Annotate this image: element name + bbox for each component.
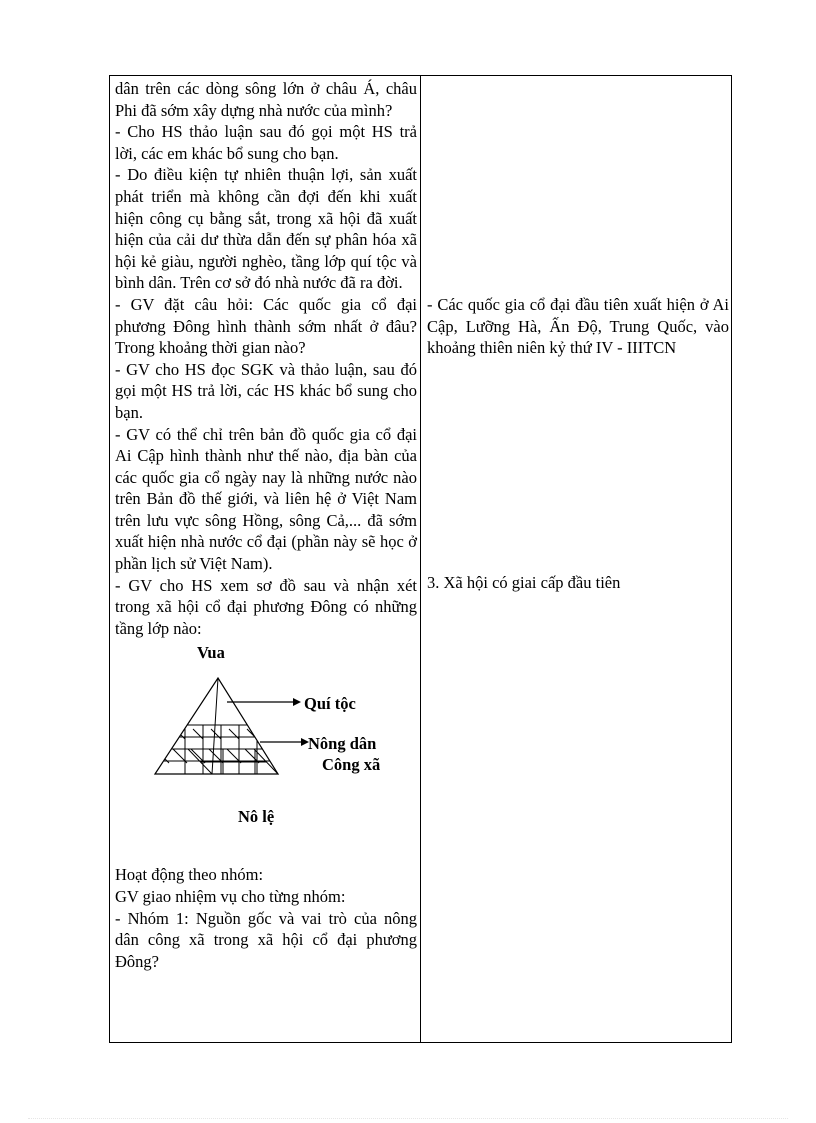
paragraph: GV giao nhiệm vụ cho từng nhóm: — [115, 887, 346, 907]
slaves-label: Nô lệ — [238, 807, 275, 827]
paragraph: - GV cho HS đọc SGK và thảo luận, sau đó gọi một HS trả lời, các HS khác bổ sung cho bạn. — [115, 359, 417, 422]
footer-rule — [28, 1118, 788, 1120]
teacher-activity-column — [115, 78, 417, 972]
paragraph: - Nhóm 1: Nguồn gốc và vai trò của nông dân công xã trong xã hội cổ đại phương Đông? — [115, 908, 417, 971]
paragraph: Hoạt động theo nhóm: — [115, 865, 264, 885]
commune-label: Công xã — [322, 755, 381, 775]
paragraph: - Do điều kiện tự nhiên thuận lợi, sản xuất phát triển mà không cần đợi đến khi xuất hiện công cụ bằng sắt, trong xã hội đã xuất hiện của cải dư thừa dẫn đến sự phân hóa xã hội kẻ giàu, người nghèo, tầng lớp quí tộc và bình dân. Trên cơ sở đó nhà nước đã ra đời. — [115, 165, 417, 293]
nobles-label: Quí tộc — [304, 694, 356, 714]
peasants-label: Nông dân — [308, 734, 377, 754]
paragraph: dân trên các dòng sông lớn ở châu Á, châu Phi đã sớm xây dựng nhà nước của mình? — [115, 79, 417, 120]
king-label: Vua — [197, 643, 225, 663]
group-activity — [115, 864, 417, 972]
paragraph: - Các quốc gia cổ đại đầu tiên xuất hiện ở Ai Cập, Lưỡng Hà, Ấn Độ, Trung Quốc, vào khoảng thiên niên kỷ thứ IV - IIITCN — [427, 295, 729, 358]
paragraph: - Cho HS thảo luận sau đó gọi một HS trả lời, các em khác bổ sung cho bạn. — [115, 122, 417, 163]
social-hierarchy-diagram — [115, 639, 417, 864]
lesson-table — [109, 75, 732, 1043]
paragraph: - GV cho HS xem sơ đồ sau và nhận xét trong xã hội cổ đại phương Đông có những tầng lớp nào: — [115, 575, 417, 638]
section-heading: 3. Xã hội có giai cấp đầu tiên — [427, 573, 621, 592]
paragraph: - GV đặt câu hỏi: Các quốc gia cổ đại phương Đông hình thành sớm nhất ở đâu? Trong khoảng thời gian nào? — [115, 294, 417, 358]
column-divider — [420, 76, 421, 1042]
paragraph: - GV có thể chỉ trên bản đồ quốc gia cổ đại Ai Cập hình thành như thế nào, địa bàn của các quốc gia cổ ngày nay là những nước nào trên Bản đồ thế giới, và liên hệ ở Việt Nam trên lưu vực sông Hồng, sông Cả,... đã sớm xuất hiện nhà nước cổ đại (phần này sẽ học ở phần lịch sử Việt Nam). — [115, 424, 417, 574]
